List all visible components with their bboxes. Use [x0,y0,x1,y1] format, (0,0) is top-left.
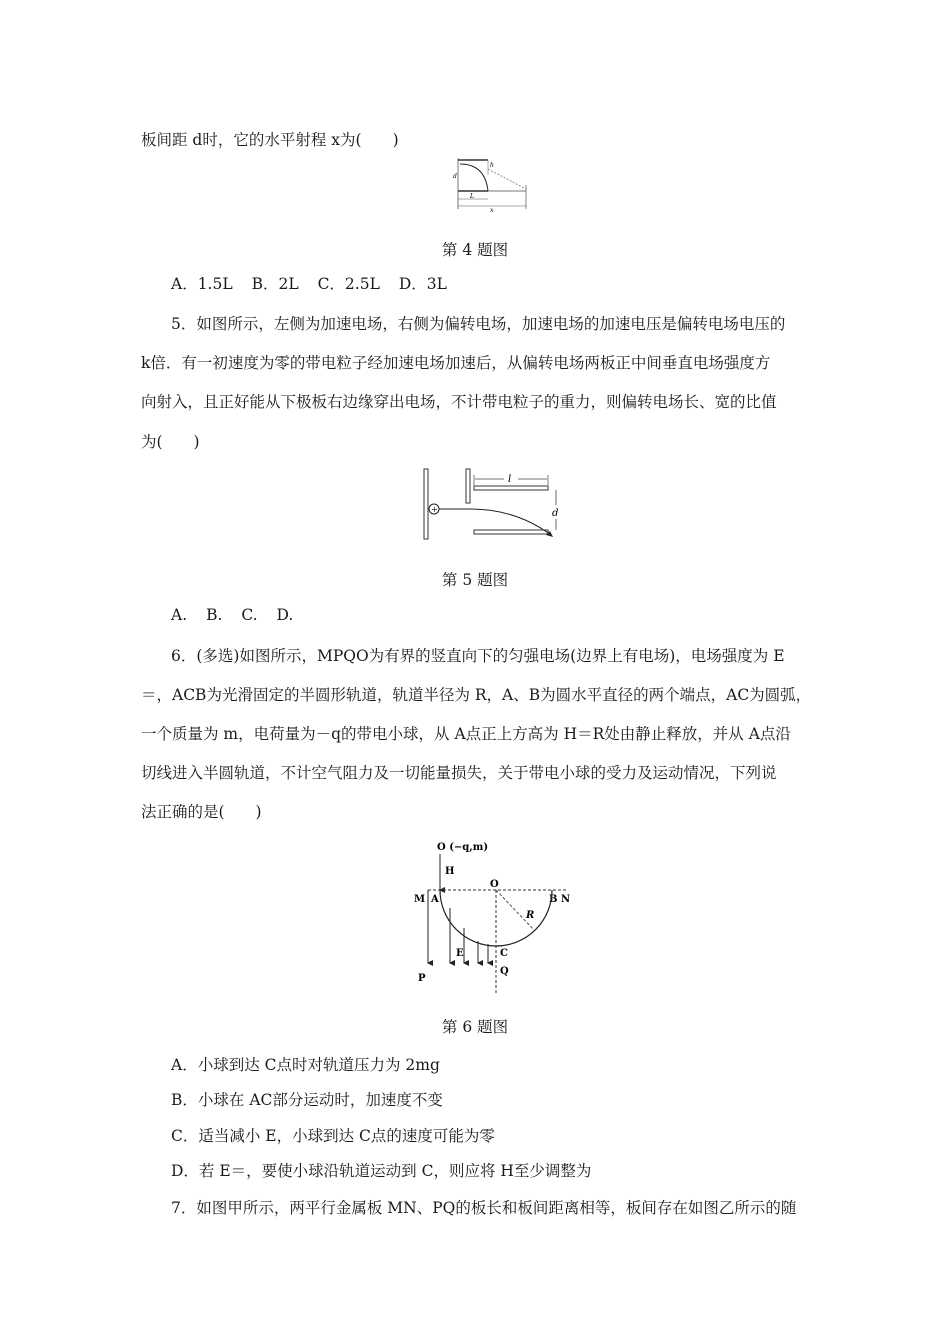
fig4-label-x: x [490,207,494,213]
fig5-label-l: l [508,474,512,485]
q7-line-1: 7．如图甲所示，两平行金属板 MN、PQ的板长和板间距离相等，板间存在如图乙所示的随 [171,1199,797,1217]
q5-option-a: A. [171,606,188,624]
q6-option-b: B．小球在 AC部分运动时，加速度不变 [171,1091,443,1109]
q5-options [171,606,307,624]
q6-line-5: 法正确的是( ) [141,803,262,821]
fig6-label-Q: Q [500,966,509,977]
figure-4 [452,155,532,213]
figure-6-caption: 第 6 题图 [441,1018,509,1036]
q6-line-4: 切线进入半圆轨道，不计空气阻力及一切能量损失，关于带电小球的受力及运动情况，下列说 [141,764,777,782]
q4-option-b: B．2L [251,275,299,293]
fig4-label-d: d [453,173,457,180]
fig6-label-P: P [418,973,426,984]
q5-option-b: B. [206,606,223,624]
fig4-label-L: L [470,193,474,200]
q5-option-d: D. [276,606,294,624]
q5-line-1: 5．如图所示，左侧为加速电场，右侧为偏转电场，加速电场的加速电压是偏转电场电压的 [171,315,786,333]
q5-line-3: 向射入，且正好能从下极板右边缘穿出电场，不计带电粒子的重力，则偏转电场长、宽的比值 [141,393,777,411]
q5-line-2: k倍．有一初速度为零的带电粒子经加速电场加速后，从偏转电场两板正中间垂直电场强度方 [141,354,771,372]
fig6-label-B: B [549,894,558,905]
fig6-label-C: C [500,948,508,959]
q6-line-1: 6．(多选)如图所示，MPQO为有界的竖直向下的匀强电场(边界上有电场)，电场强度为 E [171,647,785,665]
q6-line-2: ＝，ACB为光滑固定的半圆形轨道，轨道半径为 R，A、B为圆水平直径的两个端点，AC为圆弧， [141,686,812,704]
q6-option-a: A．小球到达 C点时对轨道压力为 2mg [171,1056,440,1074]
fig6-label-A: A [431,894,439,905]
figure-4-caption: 第 4 题图 [441,241,509,259]
fig6-label-top: O (−q,m) [437,842,489,853]
fig6-label-N: N [561,894,571,905]
figure-5-caption: 第 5 题图 [441,571,509,589]
q4-option-a: A．1.5L [171,275,233,293]
fig4-label-h: h [490,162,494,169]
q6-line-3: 一个质量为 m，电荷量为－q的带电小球，从 A点正上方高为 H＝R处由静止释放，并从 A点沿 [141,725,791,743]
fig6-label-R: R [526,910,535,921]
q4-option-d: D．3L [398,275,447,293]
fig6-label-E: E [456,948,464,959]
fig6-label-H: H [445,866,455,877]
q5-option-c: C. [241,606,258,624]
figure-5 [416,465,566,545]
figure-6 [408,838,578,998]
q4-options [171,272,461,294]
q4-option-c: C．2.5L [317,275,380,293]
q6-option-c: C．适当减小 E，小球到达 C点的速度可能为零 [171,1127,495,1145]
q5-line-4: 为( ) [141,433,200,451]
q6-option-d: D．若 E＝，要使小球沿轨道运动到 C，则应将 H至少调整为 [171,1162,592,1180]
fig5-label-plus: + [431,505,438,514]
fig6-label-O: O [490,879,499,890]
q4-text: 板间距 d时，它的水平射程 x为( ) [141,131,399,149]
fig5-label-d: d [552,508,559,519]
fig6-label-M: M [414,894,426,905]
